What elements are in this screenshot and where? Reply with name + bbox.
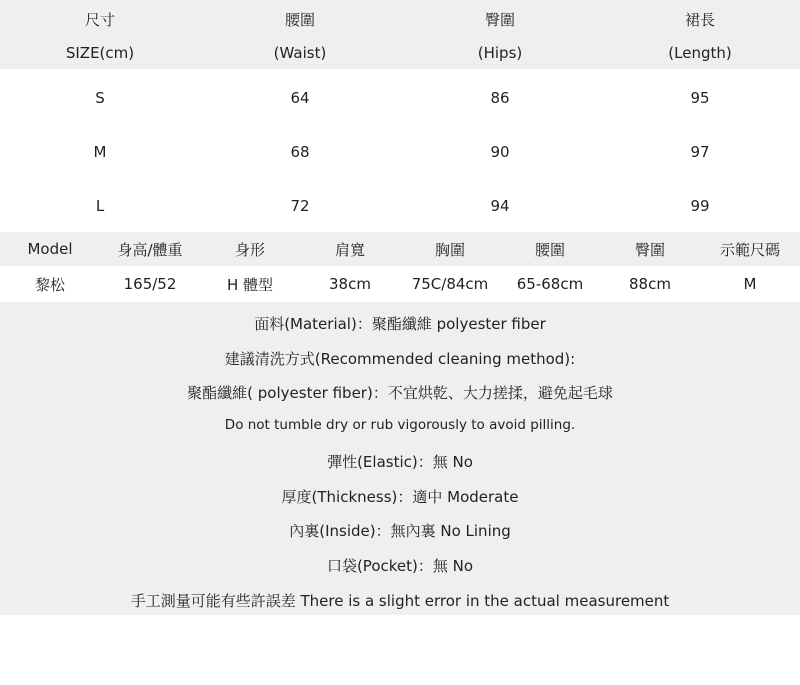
size-cell: L	[95, 197, 105, 215]
cleaning-note-en: Do not tumble dry or rub vigorously to avoid pilling.	[224, 417, 576, 433]
waist-header-en: (Waist)	[273, 44, 327, 62]
size-cell: M	[93, 143, 107, 161]
size-header-en: SIZE(cm)	[65, 44, 135, 62]
waist-cell: 72	[290, 197, 310, 215]
hips-cell: 90	[490, 143, 510, 161]
shoulder-header: 肩寬	[334, 240, 365, 259]
material-line: 面料(Material)：聚酯纖維 polyester fiber	[254, 315, 546, 333]
length-header-en: (Length)	[668, 44, 732, 62]
shoulder-value: 38cm	[329, 275, 371, 293]
size-table-header	[0, 0, 800, 69]
hips-cell: 94	[490, 197, 510, 215]
height-weight-header: 身高/體重	[117, 240, 183, 259]
model-header: Model	[27, 240, 73, 258]
length-cell: 99	[690, 197, 710, 215]
demo-size-value: M	[743, 275, 757, 293]
model-name: 黎松	[34, 275, 65, 294]
cleaning-note-zh: 聚酯纖維( polyester fiber)：不宜烘乾、大力搓揉，避免起毛球	[187, 384, 613, 402]
lining-line: 內裏(Inside)：無內裏 No Lining	[289, 522, 511, 540]
model-table-row	[0, 266, 800, 302]
hips-header-en: (Hips)	[477, 44, 523, 62]
size-cell: S	[95, 89, 105, 107]
waist-cell: 64	[290, 89, 310, 107]
waist-header-zh: 腰圍	[284, 11, 315, 29]
pocket-line: 口袋(Pocket)：無 No	[326, 557, 474, 575]
measurement-note: 手工測量可能有些許誤差 There is a slight error in the actual measurement	[130, 592, 670, 610]
model-table-header	[0, 232, 800, 266]
waist-cell: 68	[290, 143, 310, 161]
hips-cell: 86	[490, 89, 510, 107]
body-shape-header: 身形	[234, 240, 265, 259]
size-header-zh: 尺寸	[84, 11, 115, 29]
demo-size-header: 示範尺碼	[719, 240, 780, 259]
hips-header-zh: 臀圍	[484, 11, 515, 29]
waist-value: 65-68cm	[516, 275, 584, 293]
elastic-line: 彈性(Elastic)：無 No	[327, 453, 473, 471]
length-cell: 97	[690, 143, 710, 161]
body-shape-value: H 體型	[226, 275, 274, 294]
waist-header: 腰圍	[534, 240, 565, 259]
length-header-zh: 裙長	[684, 11, 715, 29]
cleaning-method-line: 建議清洗方式(Recommended cleaning method):	[224, 350, 576, 368]
length-cell: 95	[690, 89, 710, 107]
height-weight-value: 165/52	[123, 275, 177, 293]
bust-value: 75C/84cm	[411, 275, 489, 293]
product-info-panel	[0, 302, 800, 615]
bust-header: 胸圍	[434, 240, 465, 259]
hips-value: 88cm	[629, 275, 671, 293]
hips-header: 臀圍	[634, 240, 665, 259]
thickness-line: 厚度(Thickness)：適中 Moderate	[281, 488, 519, 506]
